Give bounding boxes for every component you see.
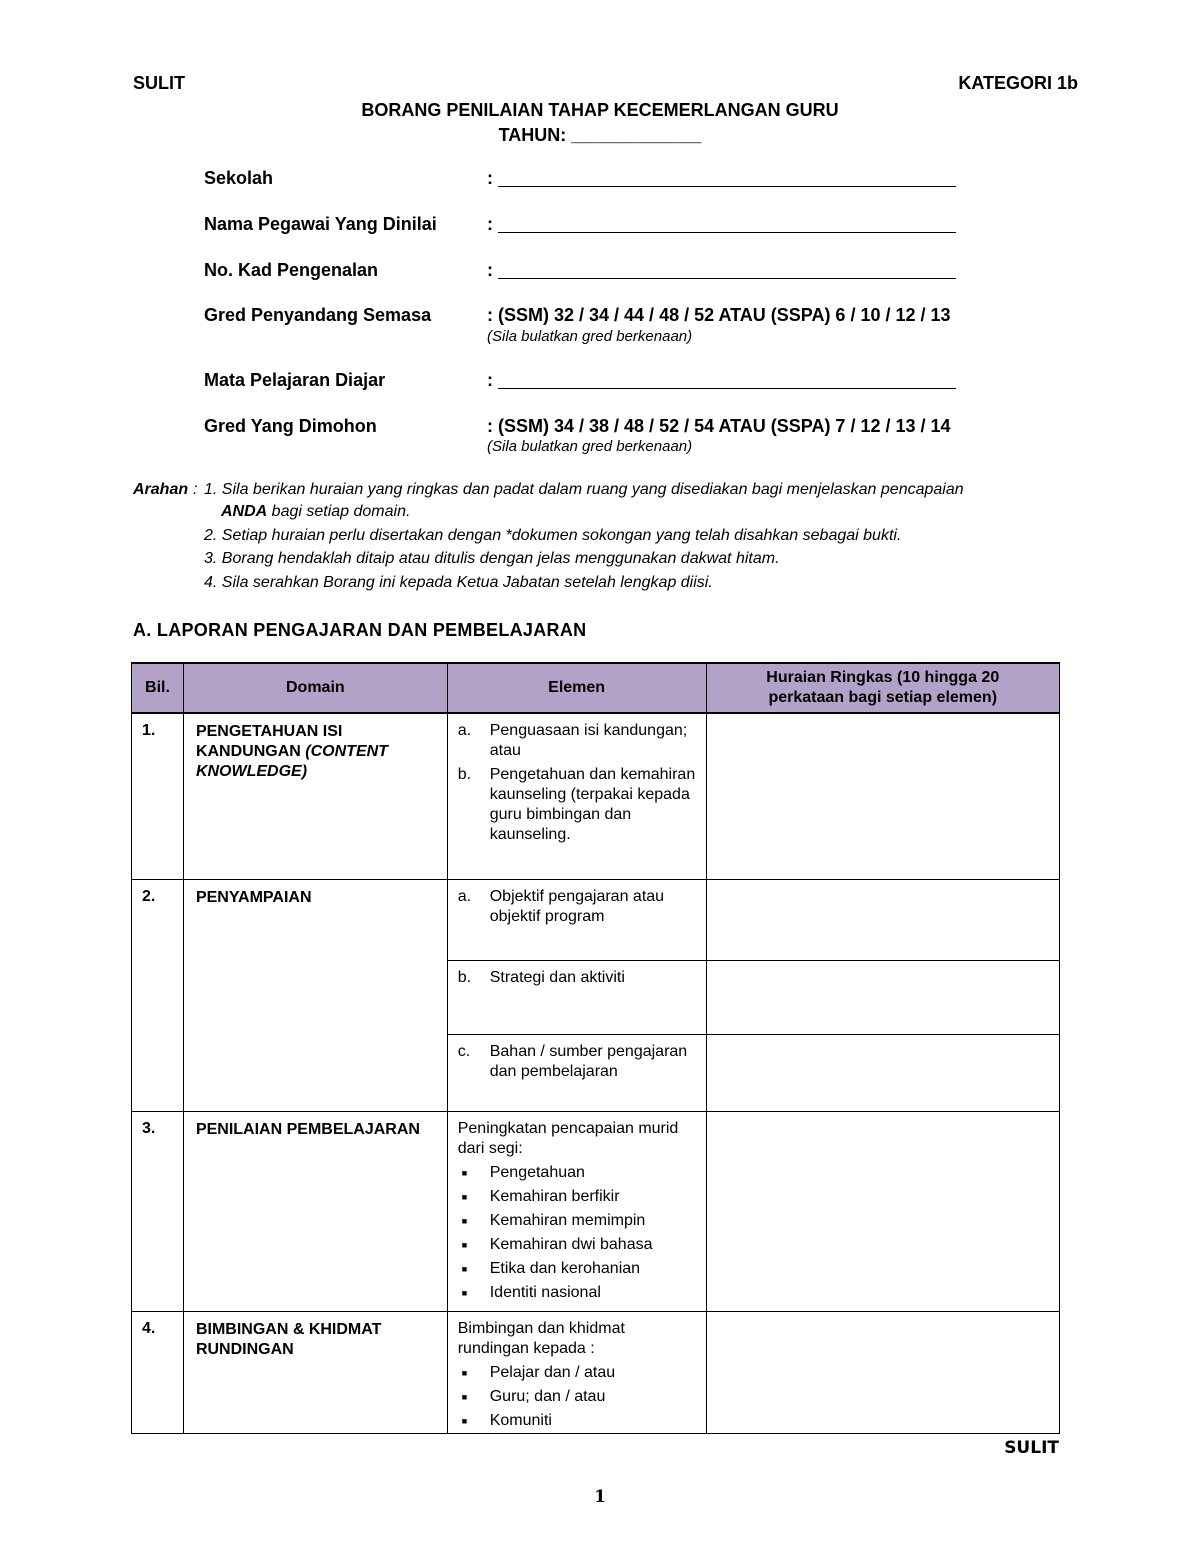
domain-name: PENGETAHUAN ISI KANDUNGAN <box>195 723 343 760</box>
huraian-input-cell[interactable] <box>706 879 1060 960</box>
elemen-list <box>458 721 696 845</box>
elemen-cell <box>447 1311 706 1433</box>
school-field[interactable] <box>498 186 956 187</box>
bullet-icon: ■ <box>461 1287 468 1298</box>
field-label-subject: Mata Pelajaran Diajar <box>204 370 386 390</box>
huraian-header-line2: perkataan bagi setiap elemen) <box>768 689 998 706</box>
elemen-intro: Peningkatan pencapaian murid dari segi: <box>457 1119 679 1157</box>
elemen-list <box>458 887 696 927</box>
bullet-icon: ■ <box>461 1391 468 1402</box>
elemen-cell <box>447 960 706 1034</box>
row-number: 4. <box>132 1311 184 1433</box>
name-field[interactable] <box>498 232 956 233</box>
list-item <box>458 1257 696 1281</box>
row-number: 2. <box>132 879 184 1111</box>
item-text: Komuniti <box>489 1411 552 1429</box>
bullet-icon: ■ <box>461 1215 468 1226</box>
form-year: TAHUN: _____________ <box>498 125 702 145</box>
elemen-cell <box>447 1034 706 1111</box>
header-category: KATEGORI 1b <box>958 73 1078 93</box>
huraian-input-cell[interactable] <box>706 960 1060 1034</box>
instruction-1-rest: bagi setiap domain. <box>267 503 411 520</box>
table-row <box>132 1111 1060 1311</box>
field-colon: : <box>487 214 493 234</box>
field-label-ic: No. Kad Pengenalan <box>204 260 379 280</box>
item-text: Identiti nasional <box>489 1283 601 1301</box>
subject-field[interactable] <box>498 388 956 389</box>
list-item <box>458 1209 696 1233</box>
item-text: Etika dan kerohanian <box>489 1259 641 1277</box>
list-item <box>458 1409 696 1433</box>
item-text: Kemahiran dwi bahasa <box>489 1235 653 1253</box>
elemen-cell <box>447 879 706 960</box>
list-item <box>458 1161 696 1185</box>
domain-cell: PENILAIAN PEMBELAJARAN <box>183 1111 447 1311</box>
elemen-intro: Bimbingan dan khidmat rundingan kepada : <box>457 1319 625 1357</box>
bullet-icon: ■ <box>461 1167 468 1178</box>
table-row <box>132 713 1060 879</box>
list-item <box>458 1042 696 1082</box>
elemen-cell <box>447 713 706 879</box>
field-label-name: Nama Pegawai Yang Dinilai <box>204 214 437 234</box>
evaluation-table <box>131 662 1060 1434</box>
field-colon: : <box>487 370 493 390</box>
list-item <box>458 1281 696 1305</box>
bullet-icon: ■ <box>461 1239 468 1250</box>
elemen-bullets <box>458 1361 696 1433</box>
elemen-list <box>458 968 696 988</box>
header-sulit: SULIT <box>133 73 185 93</box>
section-title: A. LAPORAN PENGAJARAN DAN PEMBELAJARAN <box>133 620 587 640</box>
form-title: BORANG PENILAIAN TAHAP KECEMERLANGAN GURU <box>361 100 839 120</box>
instructions-heading: Arahan <box>133 481 189 498</box>
item-letter: a. <box>457 887 472 905</box>
item-text: Kemahiran berfikir <box>489 1187 620 1205</box>
list-item <box>458 765 696 845</box>
page-number: 1 <box>594 1487 606 1507</box>
instructions-colon: : <box>193 481 198 498</box>
item-letter: a. <box>457 722 472 739</box>
applied-grade-note: (Sila bulatkan gred berkenaan) <box>487 438 693 455</box>
elemen-list <box>458 1042 696 1082</box>
table-header-row <box>132 663 1060 713</box>
field-colon: : <box>487 260 493 280</box>
item-letter: b. <box>457 968 472 986</box>
domain-english: (CONTENT KNOWLEDGE) <box>195 743 388 780</box>
item-text: Penguasaan isi kandungan; atau <box>489 722 688 759</box>
item-text: Pelajar dan / atau <box>489 1363 616 1381</box>
list-item <box>458 1385 696 1409</box>
field-label-school: Sekolah <box>204 168 274 188</box>
domain-cell <box>183 713 447 879</box>
list-item <box>458 721 696 761</box>
item-text: Bahan / sumber pengajaran dan pembelajaran <box>489 1042 688 1080</box>
ic-number-field[interactable] <box>498 278 956 279</box>
current-grade-options[interactable]: : (SSM) 32 / 34 / 44 / 48 / 52 ATAU (SSPA) 6 / 10 / 12 / 13 <box>487 305 951 325</box>
instruction-emphasis: ANDA <box>221 503 268 520</box>
domain-cell: PENYAMPAIAN <box>183 879 447 1111</box>
item-letter: b. <box>457 766 472 783</box>
list-item <box>458 1185 696 1209</box>
table-row <box>132 1311 1060 1433</box>
item-letter: c. <box>457 1042 471 1060</box>
column-header-huraian <box>706 663 1060 713</box>
footer-sulit: SULIT <box>1004 1438 1059 1458</box>
item-text: Guru; dan / atau <box>489 1387 606 1405</box>
bullet-icon: ■ <box>461 1367 468 1378</box>
column-header-bil: Bil. <box>132 663 184 713</box>
row-number: 1. <box>132 713 184 879</box>
list-item <box>458 1233 696 1257</box>
instruction-1-cont <box>221 503 410 521</box>
huraian-input-cell[interactable] <box>706 1034 1060 1111</box>
bullet-icon: ■ <box>461 1263 468 1274</box>
item-text: Pengetahuan dan kemahiran kaunseling (terpakai kepada guru bimbingan dan kaunseling. <box>489 766 696 843</box>
list-item <box>458 968 696 988</box>
bullet-icon: ■ <box>461 1415 468 1426</box>
instruction-4: 4. Sila serahkan Borang ini kepada Ketua Jabatan setelah lengkap diisi. <box>204 574 713 591</box>
huraian-input-cell[interactable] <box>706 1311 1060 1433</box>
instruction-1: 1. Sila berikan huraian yang ringkas dan padat dalam ruang yang disediakan bagi menjelaskan pencapaian <box>204 481 964 498</box>
field-label-applied-grade: Gred Yang Dimohon <box>204 416 377 436</box>
huraian-input-cell[interactable] <box>706 1111 1060 1311</box>
item-text: Objektif pengajaran atau objektif program <box>489 887 665 925</box>
list-item <box>458 887 696 927</box>
current-grade-note: (Sila bulatkan gred berkenaan) <box>487 328 693 345</box>
item-text: Strategi dan aktiviti <box>489 968 625 986</box>
bullet-icon: ■ <box>461 1191 468 1202</box>
field-colon: : <box>487 168 493 188</box>
instruction-2: 2. Setiap huraian perlu disertakan dengan *dokumen sokongan yang telah disahkan sebagai bukti. <box>204 527 902 544</box>
huraian-header-line1: Huraian Ringkas (10 hingga 20 <box>766 669 1000 686</box>
list-item <box>458 1361 696 1385</box>
elemen-bullets <box>458 1161 696 1305</box>
column-header-domain: Domain <box>183 663 447 713</box>
field-label-current-grade: Gred Penyandang Semasa <box>204 305 432 325</box>
domain-cell: BIMBINGAN & KHIDMAT RUNDINGAN <box>183 1311 447 1433</box>
row-number: 3. <box>132 1111 184 1311</box>
applied-grade-options[interactable]: : (SSM) 34 / 38 / 48 / 52 / 54 ATAU (SSPA) 7 / 12 / 13 / 14 <box>487 416 951 436</box>
table-row <box>132 879 1060 960</box>
instruction-3: 3. Borang hendaklah ditaip atau ditulis dengan jelas menggunakan dakwat hitam. <box>204 550 780 567</box>
column-header-elemen: Elemen <box>447 663 706 713</box>
item-text: Kemahiran memimpin <box>489 1211 646 1229</box>
huraian-input-cell[interactable] <box>706 713 1060 879</box>
item-text: Pengetahuan <box>489 1163 585 1181</box>
elemen-cell <box>447 1111 706 1311</box>
